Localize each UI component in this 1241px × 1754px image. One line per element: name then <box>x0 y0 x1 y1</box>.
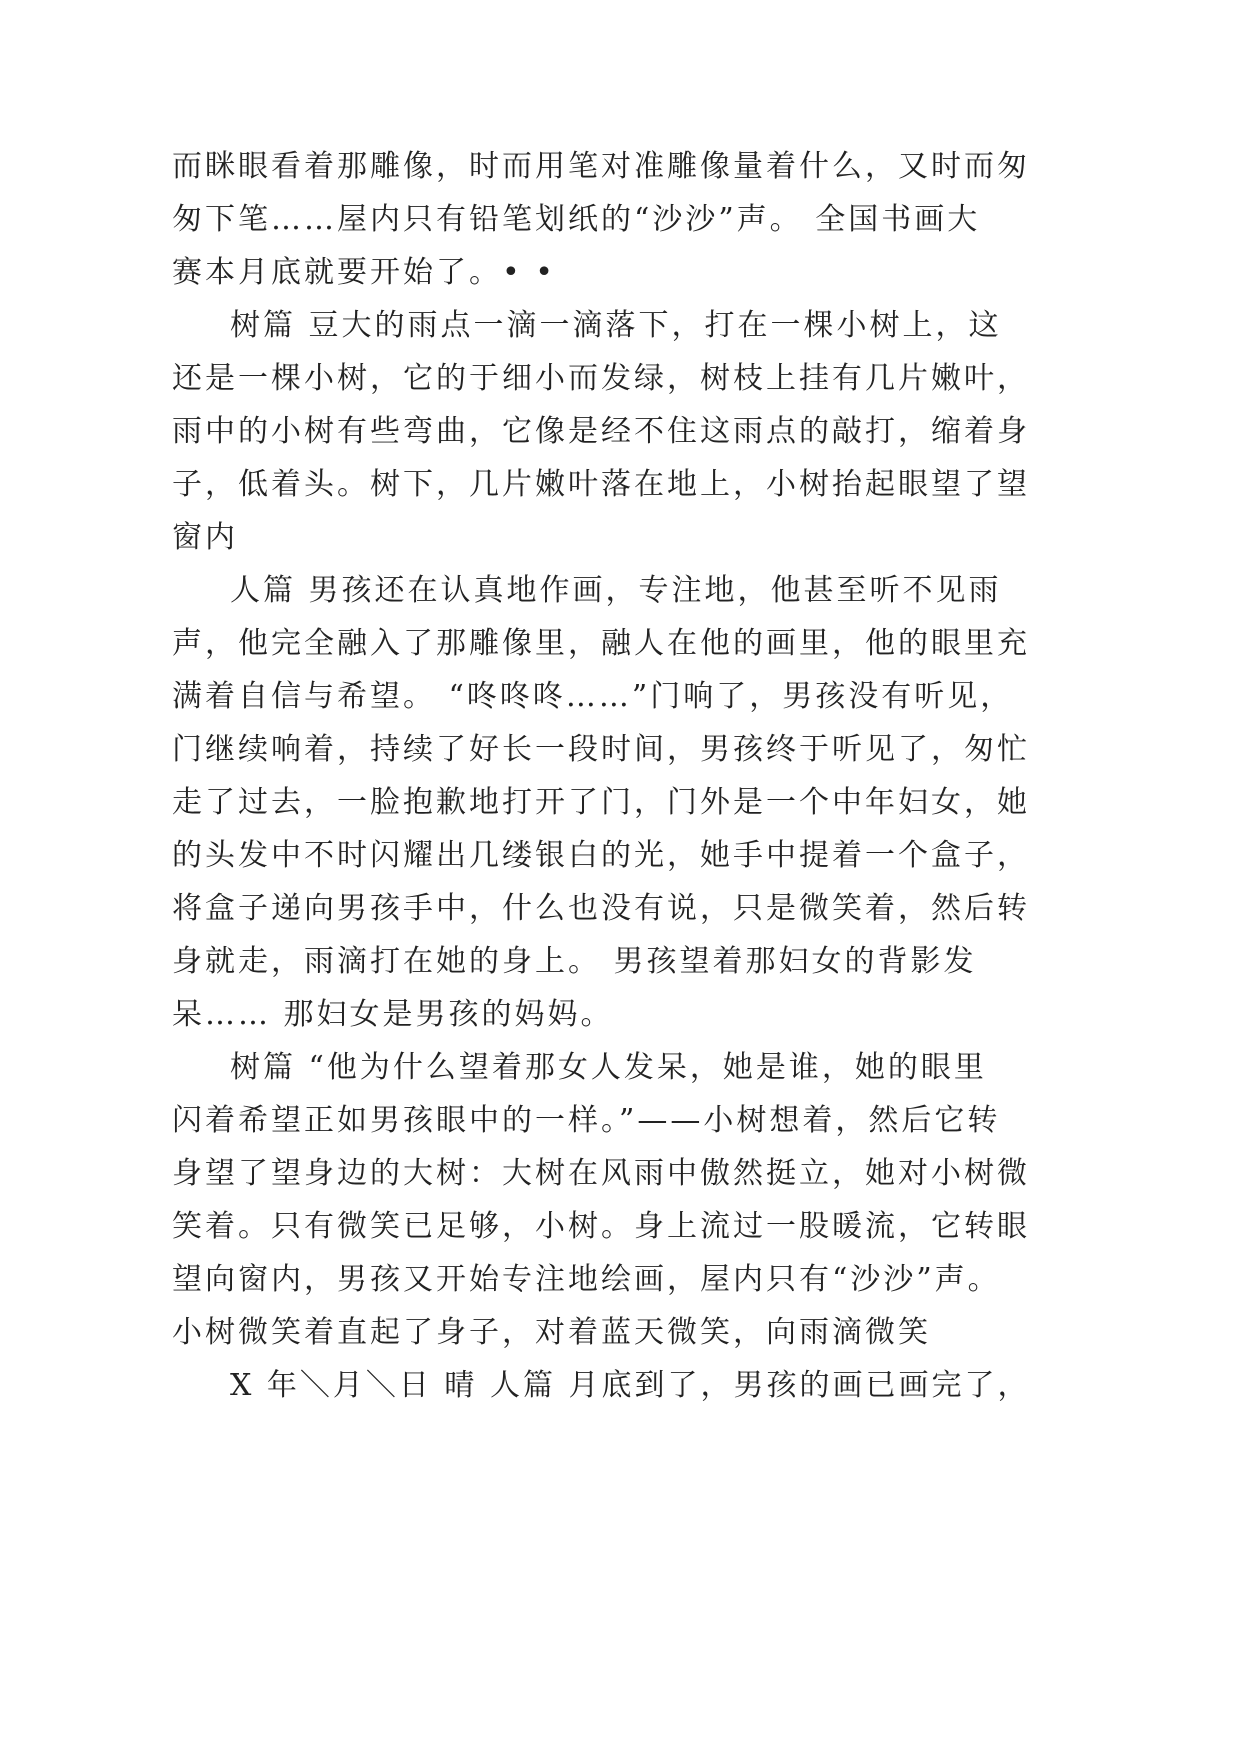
line-text: 身望了望身边的大树：大树在风雨中傲然挺立，她对小树微 <box>172 1156 1030 1191</box>
paragraph-first-line <box>0 1040 1241 1096</box>
paragraph-first-line <box>0 298 1241 354</box>
text-line <box>0 616 1241 672</box>
line-text: 笑着。只有微笑已足够，小树。身上流过一股暖流，它转眼 <box>172 1209 1030 1244</box>
line-text: 门继续响着，持续了好长一段时间，男孩终于听见了，匆忙 <box>172 732 1030 767</box>
paragraph-first-line <box>0 1358 1241 1414</box>
text-line <box>0 245 1241 301</box>
text-line <box>0 192 1241 248</box>
line-text: 子，低着头。树下，几片嫩叶落在地上，小树抬起眼望了望 <box>172 467 1030 502</box>
line-text: 声，他完全融入了那雕像里，融人在他的画里，他的眼里充 <box>172 626 1030 661</box>
text-line <box>0 1305 1241 1361</box>
text-line <box>0 139 1241 195</box>
line-text: 小树微笑着直起了身子，对着蓝天微笑，向雨滴微笑 <box>172 1315 931 1350</box>
line-text: 匆下笔……屋内只有铅笔划纸的“沙沙”声。 全国书画大 <box>172 202 981 237</box>
line-text: 满着自信与希望。 “咚咚咚……”门响了，男孩没有听见， <box>172 679 1014 714</box>
text-line <box>0 775 1241 831</box>
line-text: 身就走，雨滴打在她的身上。 男孩望着那妇女的背影发 <box>172 944 977 979</box>
line-text: 而眯眼看着那雕像，时而用笔对准雕像量着什么，又时而匆 <box>172 149 1030 184</box>
line-text: 的头发中不时闪耀出几缕银白的光，她手中提着一个盒子， <box>172 838 1030 873</box>
text-line <box>0 881 1241 937</box>
text-line <box>0 934 1241 990</box>
line-text: 雨中的小树有些弯曲，它像是经不住这雨点的敲打，缩着身 <box>172 414 1030 449</box>
text-line <box>0 457 1241 513</box>
line-text: 呆…… 那妇女是男孩的妈妈。 <box>172 997 614 1032</box>
text-line <box>0 669 1241 725</box>
text-line <box>0 510 1241 566</box>
text-line <box>0 1252 1241 1308</box>
text-line <box>0 987 1241 1043</box>
line-text: 还是一棵小树，它的于细小而发绿，树枝上挂有几片嫩叶， <box>172 361 1030 396</box>
line-text: 望向窗内，男孩又开始专注地绘画，屋内只有“沙沙”声。 <box>172 1262 1001 1297</box>
line-text: X 年＼月＼日 晴 人篇 月底到了，男孩的画已画完了， <box>230 1368 1031 1403</box>
line-text: 人篇 男孩还在认真地作画，专注地，他甚至听不见雨 <box>230 573 1002 608</box>
line-text: 树篇 “他为什么望着那女人发呆，她是谁，她的眼里 <box>230 1050 987 1085</box>
text-line <box>0 722 1241 778</box>
text-line <box>0 404 1241 460</box>
paragraph-first-line <box>0 563 1241 619</box>
line-text: 走了过去，一脸抱歉地打开了门，门外是一个中年妇女，她 <box>172 785 1030 820</box>
line-text: 将盒子递向男孩手中，什么也没有说，只是微笑着，然后转 <box>172 891 1030 926</box>
text-line <box>0 1093 1241 1149</box>
text-line <box>0 1146 1241 1202</box>
line-text: 窗内 <box>172 520 238 555</box>
line-text: 闪着希望正如男孩眼中的一样。”——小树想着，然后它转 <box>172 1103 1001 1138</box>
line-text: 赛本月底就要开始了。• • <box>172 255 556 290</box>
line-text: 树篇 豆大的雨点一滴一滴落下，打在一棵小树上，这 <box>230 308 1002 343</box>
text-line <box>0 1199 1241 1255</box>
text-line <box>0 351 1241 407</box>
text-line <box>0 828 1241 884</box>
